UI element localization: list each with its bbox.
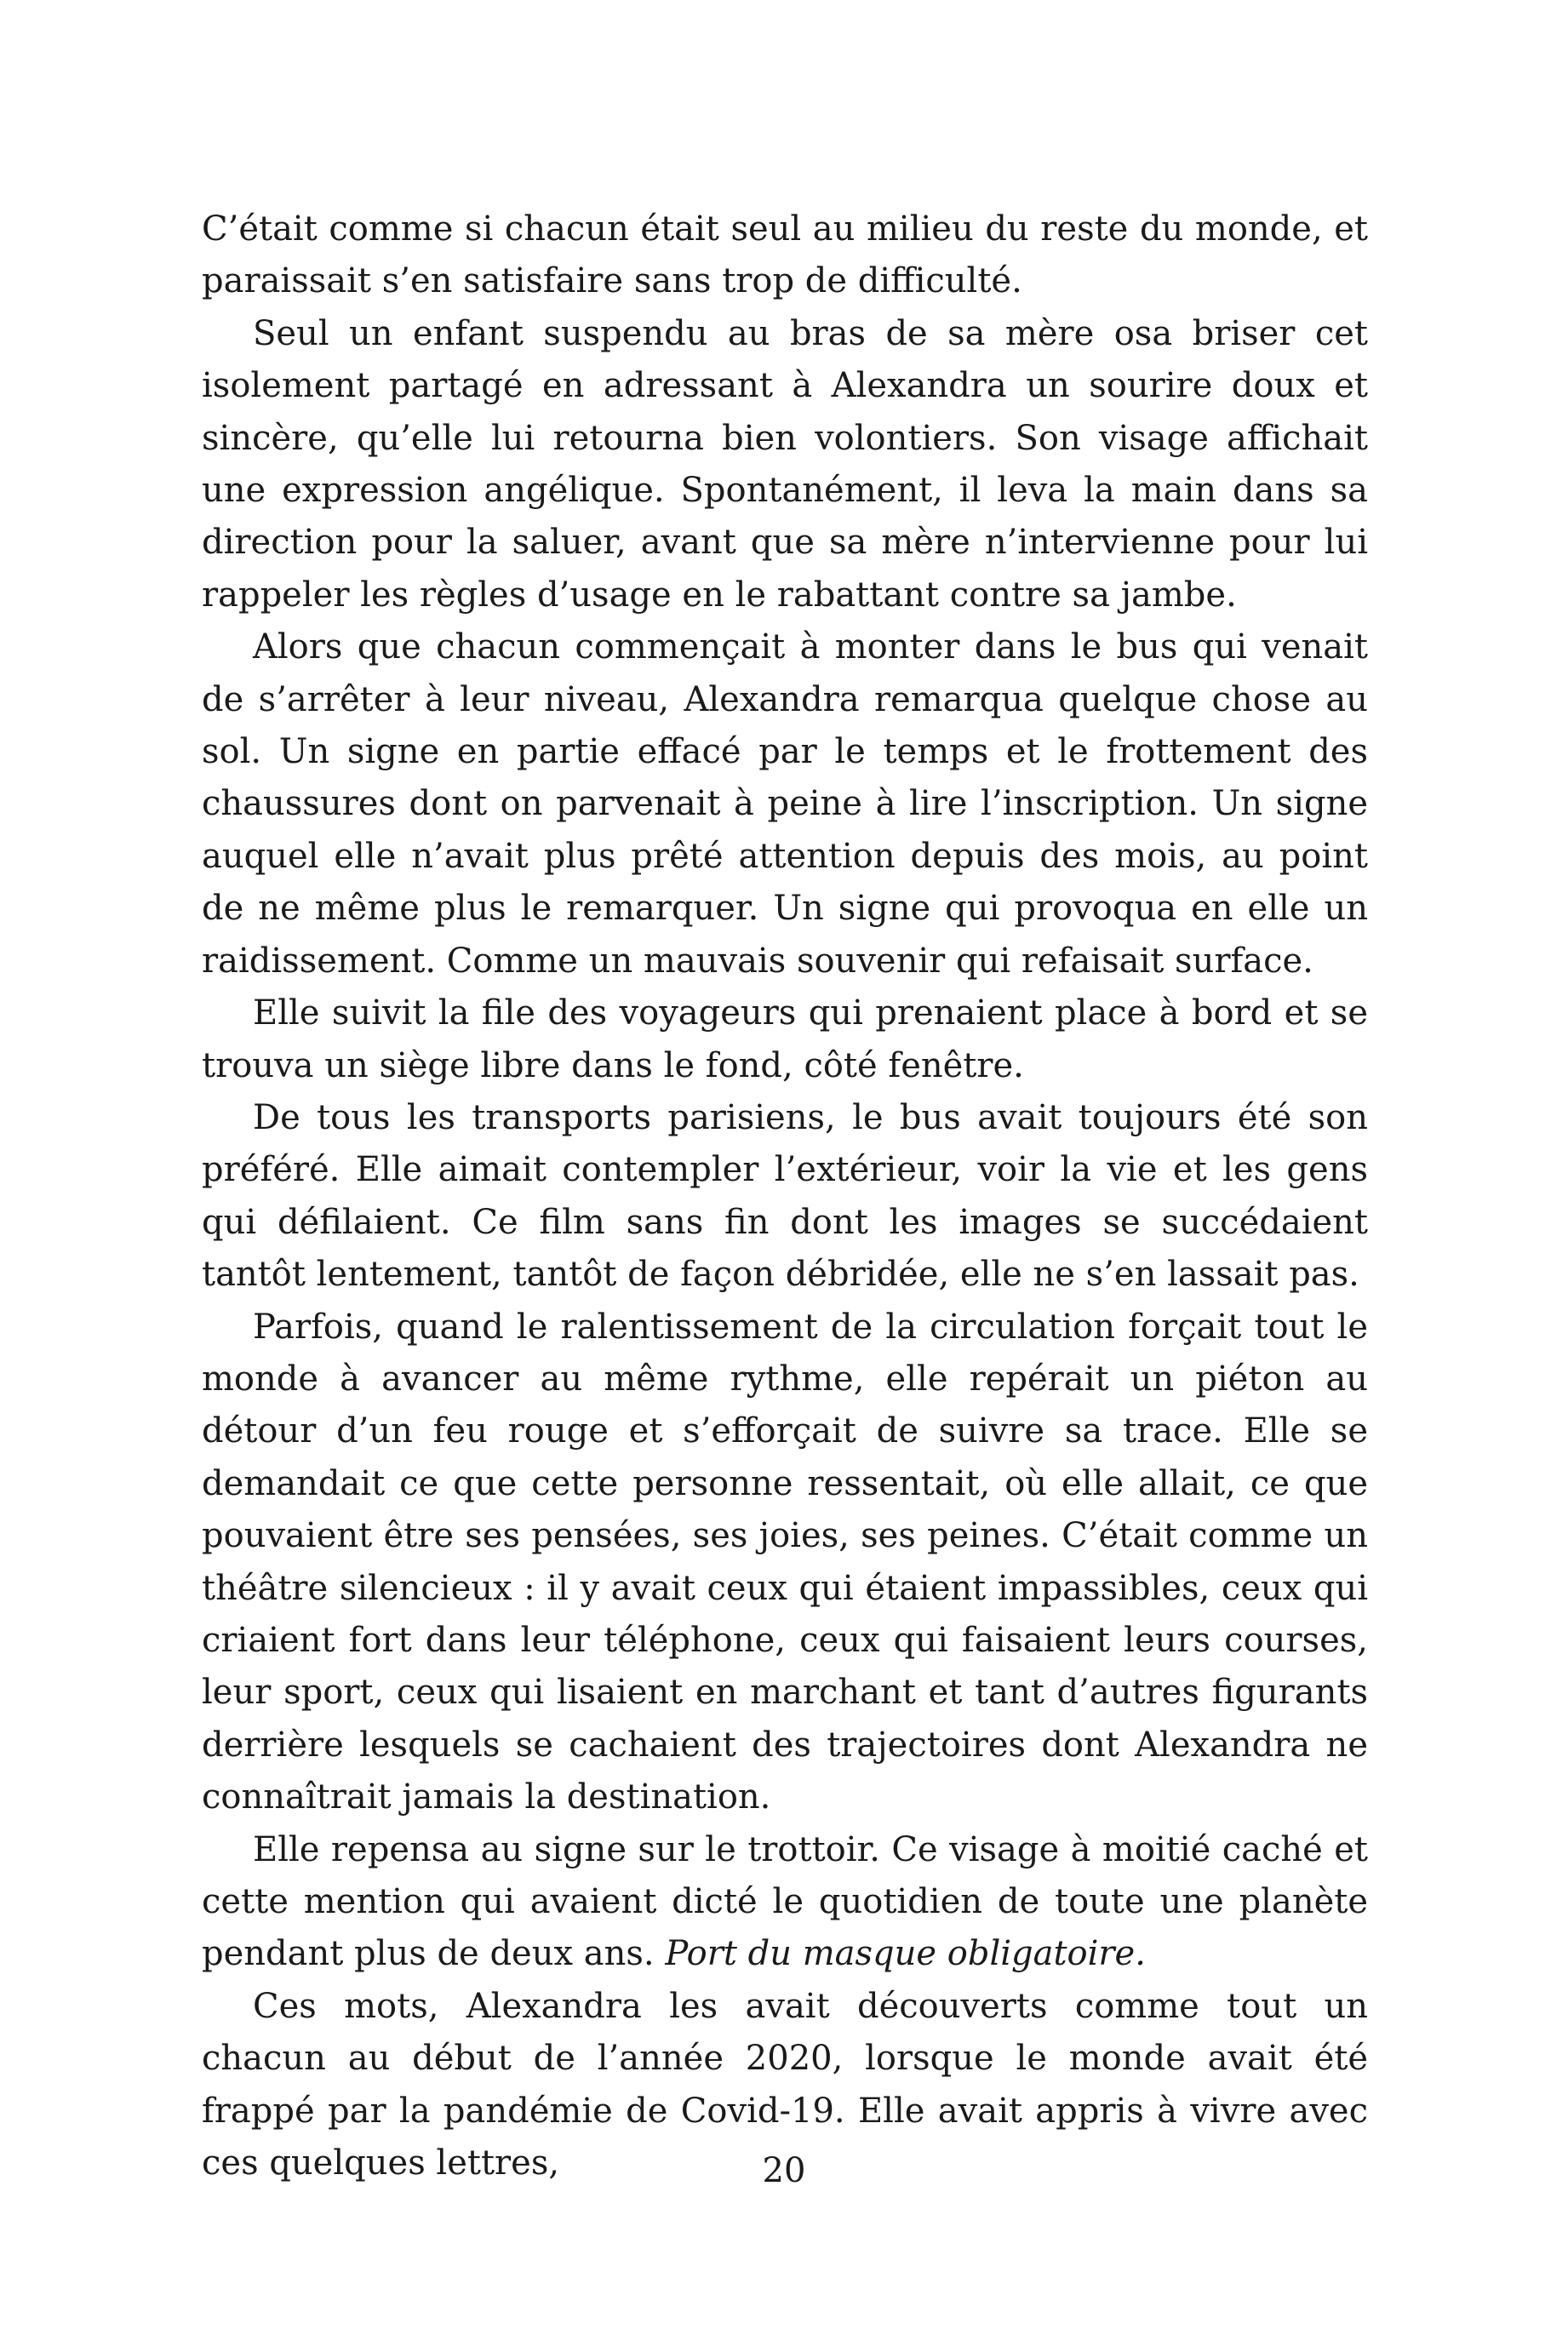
paragraph-8: Ces mots, Alexandra les avait découverts comme tout un chacun au début de l’année 2020, lorsque le monde avait été frappé par la pandémie de Covid-19. Elle avait appris à vivre avec ces quelques lettres, [202,1986,1368,2183]
paragraph-1: C’était comme si chacun était seul au milieu du reste du monde, et paraissait s’en satisfaire sans trop de difficulté. [202,209,1368,301]
paragraph-3: Alors que chacun commençait à monter dans le bus qui venait de s’arrêter à leur niveau, Alexandra remarqua quelque chose au sol. Un signe en partie effacé par le temps et le frottement des chaussures dont on parvenait à peine à lire l’inscription. Un signe auquel elle n’avait plus prêté attention depuis des mois, au point de ne même plus le remarquer. Un signe qui provoqua en elle un raidissement. Comme un mauvais souvenir qui refaisait surface. [202,627,1368,981]
paragraph-4: Elle suivit la file des voyageurs qui prenaient place à bord et se trouva un siège libre dans le fond, côté fenêtre. [202,993,1368,1085]
page-number: 20 [762,2151,806,2190]
paragraph-5: De tous les transports parisiens, le bus avait toujours été son préféré. Elle aimait contempler l’extérieur, voir la vie et les gens qui défilaient. Ce film sans fin dont les images se succédaient tantôt lentement, tantôt de façon débridée, elle ne s’en lassait pas. [202,1097,1368,1295]
paragraph-7 [202,1824,1368,1981]
paragraph-7-italic: Port du masque obligatoire. [665,1934,1146,1974]
paragraph-6: Parfois, quand le ralentissement de la circulation forçait tout le monde à avancer au même rythme, elle repérait un piéton au détour d’un feu rouge et s’efforçait de suivre sa trace. Elle se demandait ce que cette personne ressentait, où elle allait, ce que pouvaient être ses pensées, ses joies, ses peines. C’était comme un théâtre silencieux : il y avait ceux qui étaient impassibles, ceux qui criaient fort dans leur téléphone, ceux qui faisaient leurs courses, leur sport, ceux qui lisaient en marchant et tant d’autres figurants derrière lesquels se cachaient des trajectoires dont Alexandra ne connaîtrait jamais la destination. [202,1307,1368,1817]
paragraph-2: Seul un enfant suspendu au bras de sa mère osa briser cet isolement partagé en adressant à Alexandra un sourire doux et sincère, qu’elle lui retourna bien volontiers. Son visage affichait une expression angélique. Spontanément, il leva la main dans sa direction pour la saluer, avant que sa mère n’intervienne pour lui rappeler les règles d’usage en le rabattant contre sa jambe. [202,313,1368,615]
body-text [202,203,1368,2189]
paragraph-7-text: Elle repensa au signe sur le trottoir. Ce visage à moitié caché et cette mention qui avaient dicté le quotidien de toute une planète pendant plus de deux ans. [202,1829,1368,1974]
